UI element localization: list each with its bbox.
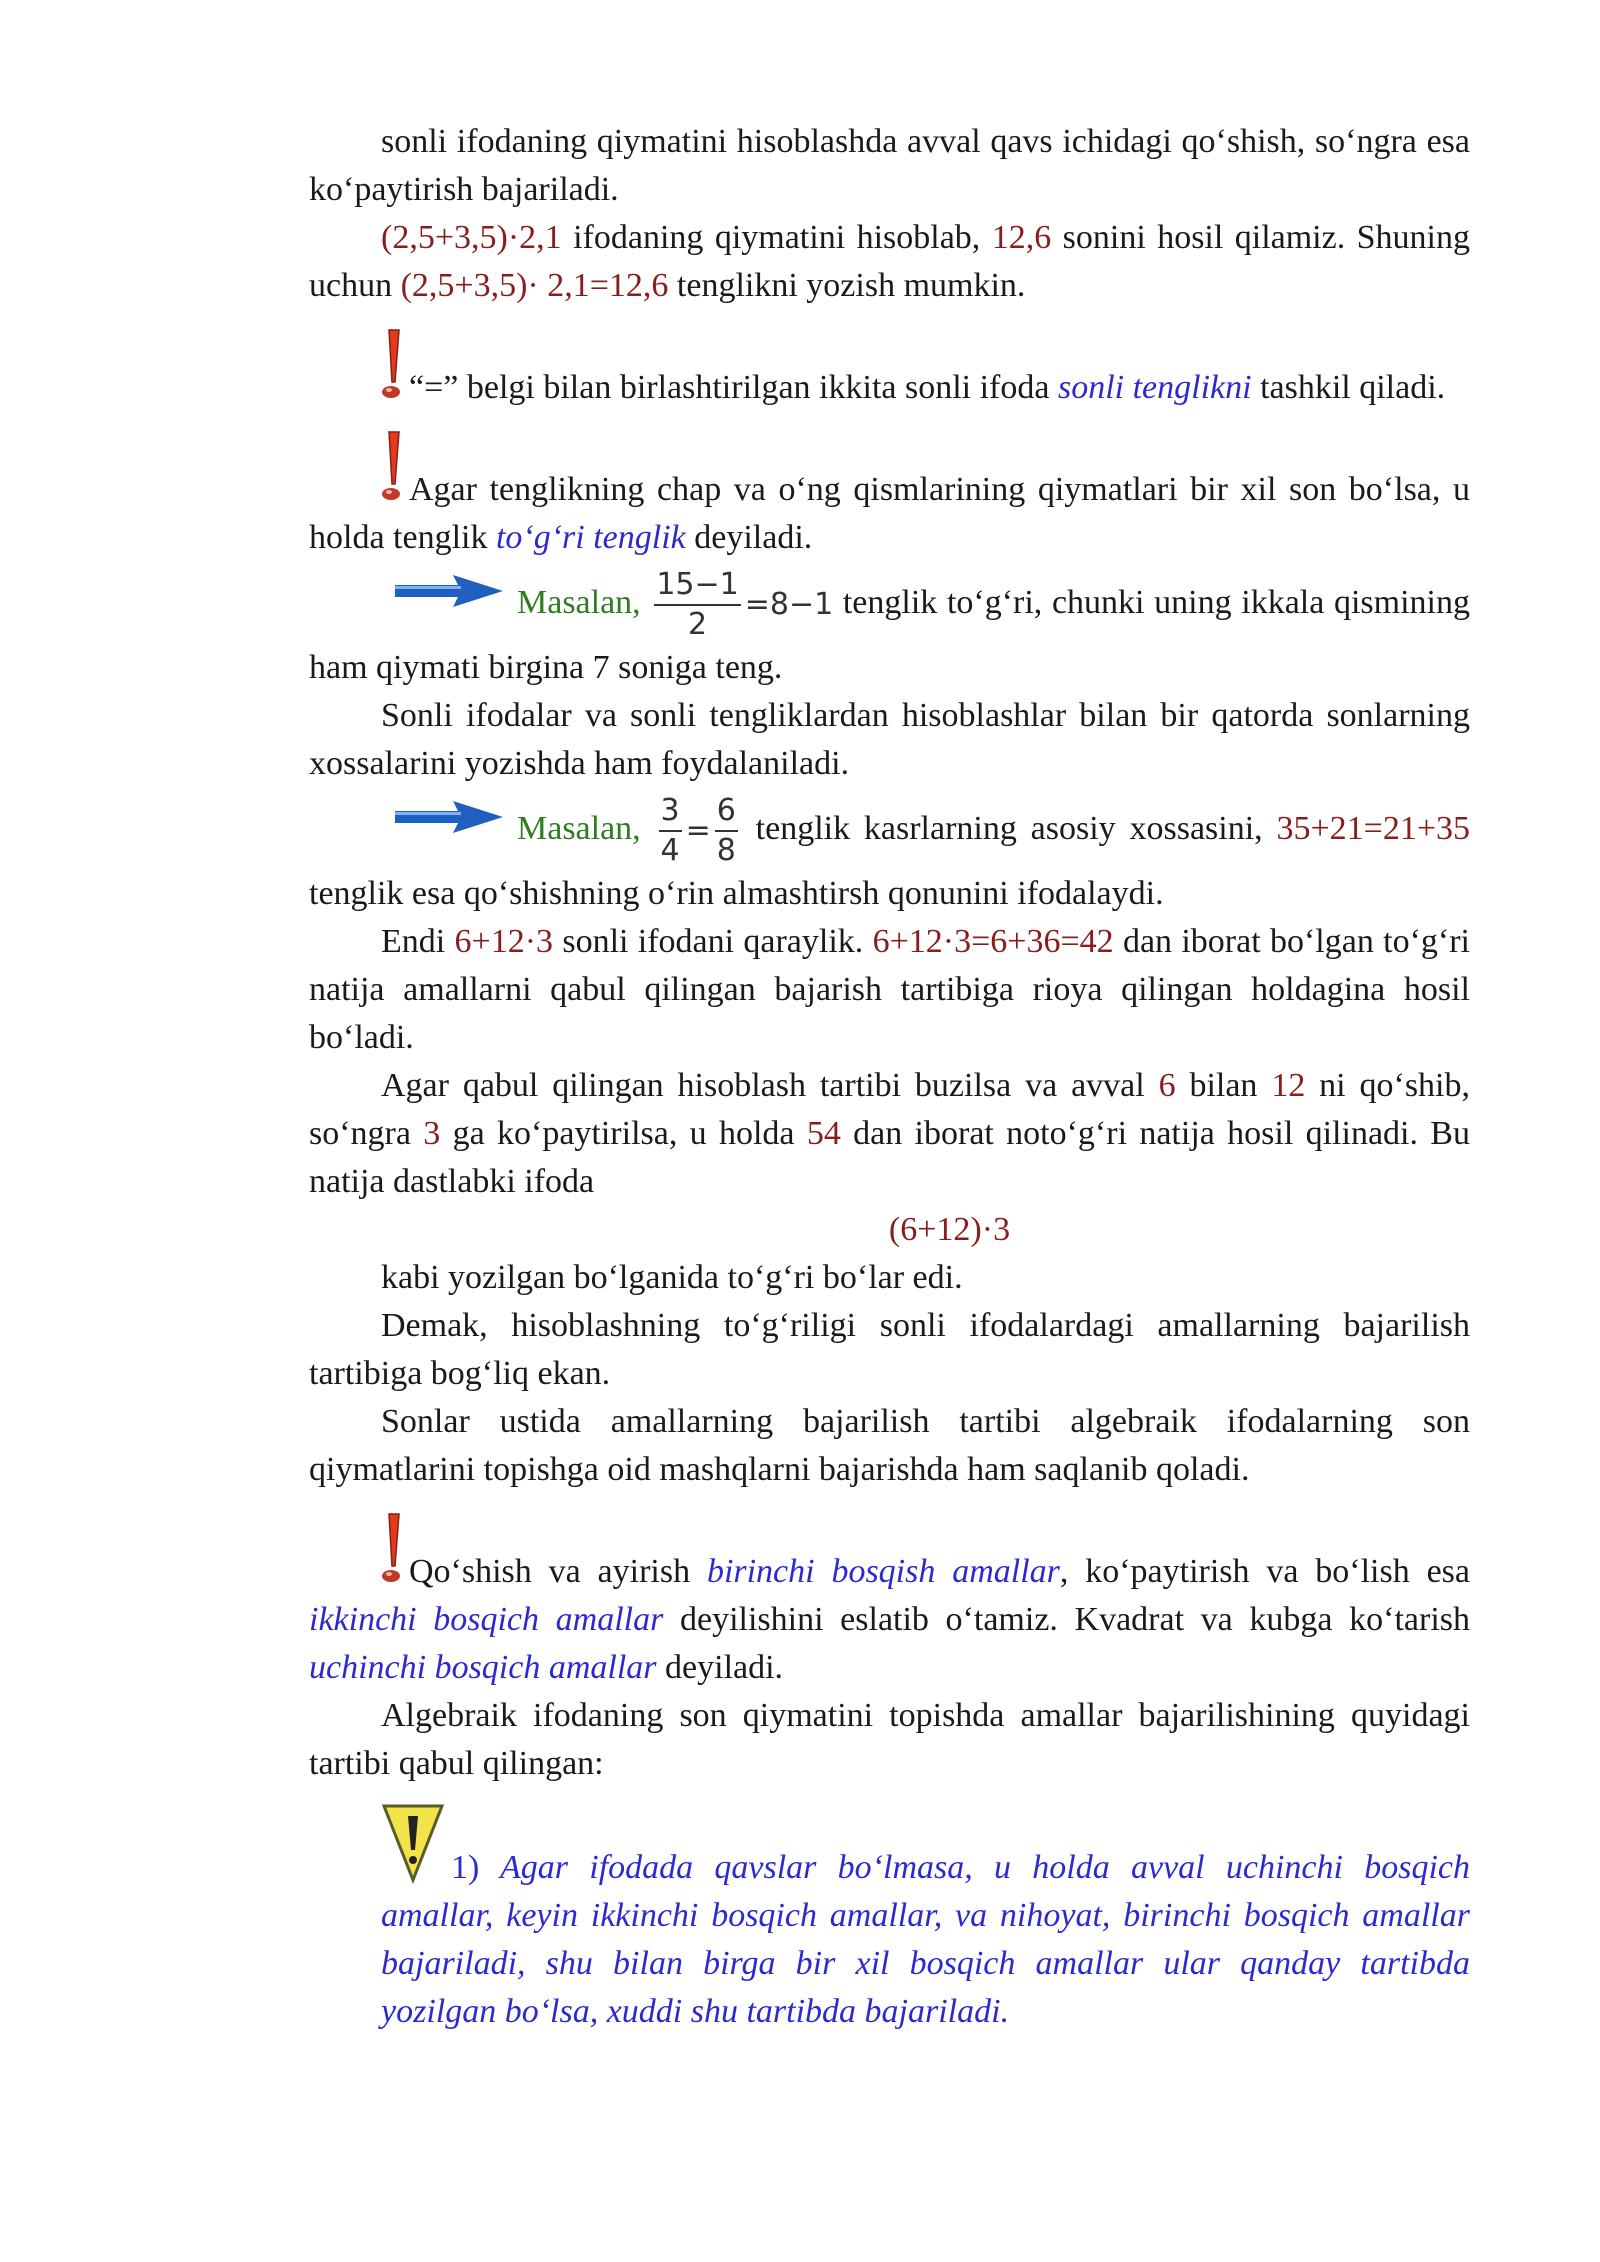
text: Sonlar ustida amallarning bajarilish tartibi algebraik ifodalarning son qiymatlarini topishga oid mashqlarni bajarishda ham saqlanib qoladi. — [309, 1403, 1470, 1488]
numerator: 15−1 — [654, 566, 740, 606]
fraction — [715, 792, 738, 870]
text: sonli ifodaning qiymatini hisoblashda avval qavs ichidagi qo‘shish, so‘ngra esa ko‘paytirish bajariladi. — [309, 123, 1470, 208]
term: birinchi bosqish amallar — [706, 1553, 1060, 1590]
text: Algebraik ifodaning son qiymatini topishda amallar bajarilishining quyidagi tartibi qabul qilingan: — [309, 1697, 1470, 1782]
text: tashkil qiladi. — [1251, 369, 1446, 406]
fraction — [654, 566, 740, 644]
paragraph-9 — [309, 1692, 1470, 1788]
text: deyiladi. — [685, 519, 813, 556]
numerator: 6 — [715, 792, 738, 832]
text: deyilishini eslatib o‘tamiz. Kvadrat va kubga ko‘tarish — [663, 1601, 1470, 1638]
text: ni qo‘shib, so‘ngra — [309, 1067, 1471, 1152]
text: Demak, hisoblashning to‘g‘riligi sonli ifodalardagi amallarning bajarilish tartibiga bog‘liq ekan. — [309, 1307, 1470, 1392]
text: bilan — [1175, 1067, 1272, 1104]
text: tenglik to‘g‘ri, chunki uning ikkala qismining ham qiymati birgina 7 soniga teng. — [309, 583, 1470, 686]
rule-4 — [309, 1802, 1470, 2036]
rhs: =8−1 — [744, 587, 834, 622]
text: Agar tenglikning chap va o‘ng qismlarining qiymatlari bir xil son bo‘lsa, u holda tenglik — [309, 471, 1470, 556]
blue-arrow-icon — [393, 573, 505, 609]
paragraph-6 — [309, 1254, 1470, 1302]
text: “=” belgi bilan birlashtirilgan ikkita sonli ifoda — [409, 369, 1058, 406]
warning-triangle-icon — [381, 1802, 445, 1884]
text: tenglik kasrlarning asosiy xossasini, — [741, 809, 1277, 847]
denominator: 8 — [716, 833, 736, 868]
denominator: 2 — [688, 607, 708, 642]
formula: (6+12)·3 — [888, 1211, 1011, 1248]
number: 12,6 — [991, 219, 1052, 256]
text: dan iborat bo‘lgan to‘g‘ri natija amallarni qabul qilingan bajarish tartibiga rioya qilingan holdagina hosil bo‘ladi. — [309, 923, 1470, 1056]
expression: (2,5+3,5)·2,1 — [381, 219, 562, 256]
paragraph-3 — [309, 692, 1470, 788]
equation: 6+12·3=6+36=42 — [872, 923, 1114, 960]
formula — [655, 792, 742, 870]
text: sonini hosil qilamiz. Shuning uchun — [309, 219, 1470, 304]
text: sonli ifodani qaraylik. — [553, 923, 873, 960]
exclamation-icon — [381, 328, 407, 402]
term: to‘g‘ri tenglik — [495, 519, 686, 556]
exclamation-icon — [381, 430, 407, 504]
term: sonli tenglikni — [1057, 369, 1252, 406]
text: Endi — [381, 923, 455, 960]
equation: (2,5+3,5)· 2,1=12,6 — [400, 267, 669, 304]
text: tenglik esa qo‘shishning o‘rin almashtirsh qonunini ifodalaydi. — [309, 875, 1164, 912]
equation: 35+21=21+35 — [1276, 809, 1471, 847]
number: 54 — [806, 1115, 841, 1152]
paragraph-2 — [309, 214, 1470, 310]
text: ga ko‘paytirilsa, u holda — [440, 1115, 807, 1152]
paragraph-5 — [309, 1062, 1470, 1206]
text: kabi yozilgan bo‘lganida to‘g‘ri bo‘lar edi. — [381, 1259, 963, 1296]
formula — [650, 566, 833, 644]
example-1 — [309, 566, 1470, 692]
paragraph-4 — [309, 918, 1470, 1062]
rule-2 — [309, 430, 1470, 562]
list-number: 1) — [451, 1849, 480, 1886]
expression: 6+12·3 — [454, 923, 554, 960]
text: Agar qabul qilingan hisoblash tartibi buzilsa va avval — [381, 1067, 1159, 1104]
text: , ko‘paytirish va bo‘lish esa — [1059, 1553, 1470, 1590]
denominator: 4 — [660, 833, 680, 868]
text: deyiladi. — [656, 1649, 784, 1686]
fraction — [659, 792, 682, 870]
text: dan iborat noto‘g‘ri natija hosil qilinadi. Bu natija dastlabki ifoda — [309, 1115, 1470, 1200]
rule-3 — [309, 1512, 1470, 1692]
number: 6 — [1158, 1067, 1176, 1104]
example-2 — [309, 792, 1470, 918]
document-page — [309, 118, 1470, 2036]
term: uchinchi bosqich amallar — [309, 1649, 657, 1686]
numerator: 3 — [659, 792, 682, 832]
paragraph-7 — [309, 1302, 1470, 1398]
text: ifodaning qiymatini hisoblab, — [561, 219, 992, 256]
term: ikkinchi bosqich amallar — [309, 1601, 664, 1638]
text: Qo‘shish va ayirish — [409, 1553, 707, 1590]
text: tenglikni yozish mumkin. — [668, 267, 1026, 304]
example-label: Masalan, — [517, 583, 641, 621]
paragraph-8 — [309, 1398, 1470, 1494]
number: 12 — [1271, 1067, 1306, 1104]
formula-line — [309, 1206, 1470, 1254]
blue-arrow-icon — [393, 799, 505, 835]
rule-1 — [309, 328, 1470, 412]
example-label: Masalan, — [517, 809, 641, 847]
number: 3 — [423, 1115, 441, 1152]
exclamation-icon — [381, 1512, 407, 1586]
paragraph-1 — [309, 118, 1470, 214]
text: Sonli ifodalar va sonli tengliklardan hisoblashlar bilan bir qatorda sonlarning xossalarini yozishda ham foydalaniladi. — [309, 697, 1470, 782]
equals: = — [685, 813, 711, 848]
text: Agar ifodada qavslar bo‘lmasa, u holda avval uchinchi bosqich amallar, keyin ikkinchi bosqich amallar, va nihoyat, birinchi bosqich amallar bajariladi, shu bilan birga bir xil bosqich amallar ular qanday tartibda yozilgan bo‘lsa, xuddi shu tartibda bajariladi. — [381, 1849, 1470, 2030]
